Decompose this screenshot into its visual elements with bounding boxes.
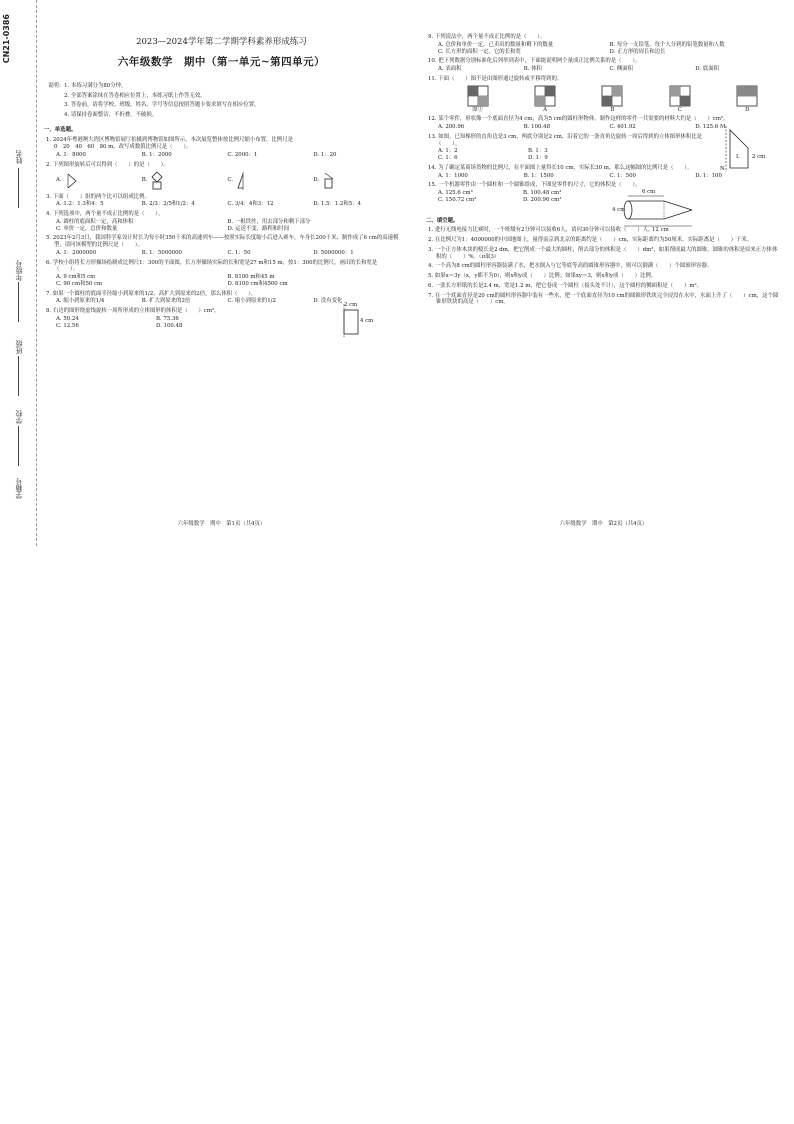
- option[interactable]: B. 体积: [523, 66, 542, 72]
- option[interactable]: B. 1：5000000: [141, 249, 182, 256]
- option[interactable]: A. 1：1000: [438, 172, 468, 179]
- question-5: 5. 2023年2月3日，我国科学家设计时长为每小时350千米的高速列车——按照实际长度缩小后进入赛车，车身长200千米，制作成了6 cm的高速模型，请问该模型的比例尺是（ ）。: [46, 235, 399, 248]
- field-line: [18, 168, 19, 208]
- grid-pattern-icon: [669, 85, 691, 107]
- question-4: 4. 下列选项中，两个量不成正比例的是（ ）。: [46, 211, 164, 217]
- dimension-label: 4 cm: [612, 207, 626, 214]
- option[interactable]: B. 扩大到原来的2倍: [141, 298, 191, 305]
- figure-label: D: [745, 106, 750, 113]
- option[interactable]: C. 侧面积: [609, 66, 634, 72]
- dimension-label: 6 cm: [642, 189, 656, 196]
- question-8-block: [44, 302, 399, 329]
- fill-question: 1. 进行无线电接力比赛时，一个班级有2分钟可以接收6人，请问30分钟可以接收（ ）人。: [428, 227, 654, 234]
- instructions: [44, 83, 399, 119]
- field-id-label: 学籍号: [15, 478, 23, 499]
- question-2: 2. 下列图形旋转后可以得到（ ）的是（ ）。: [46, 161, 169, 168]
- option-label: A.: [56, 177, 62, 184]
- fill-question: 3. 一个正方体木块的棱长是2 dm，把它削成一个最大的圆柱，削去部分的体积是（ ）dm³，如果削成最大的圆锥，圆锥的体积是原来正方体体积的（ ）%。（π取3）: [428, 246, 778, 260]
- option-a-figure[interactable]: [511, 85, 578, 114]
- option[interactable]: B. 1：3: [528, 148, 548, 155]
- option[interactable]: C. 1：50: [227, 249, 251, 256]
- question-15-options: [426, 190, 608, 204]
- option-d-figure[interactable]: [714, 85, 781, 114]
- field-class-label: 班级: [15, 340, 23, 354]
- question-3: 3. 下面（ ）组的两个比可以组成比例。: [46, 193, 150, 200]
- option[interactable]: D. 100.48: [156, 322, 183, 329]
- page-footer-right: 六年级数学 期中 第2页（共4页）: [559, 521, 648, 528]
- option-b-figure[interactable]: [579, 85, 646, 114]
- question-1: 1. 2024年粤港澳大湾区博物馆展厅拍摄到博物馆如图所示，本次展览整体按比例尺缩小布置，比例尺是: [46, 136, 293, 143]
- field-line: [18, 356, 19, 396]
- option[interactable]: B. 1：1500: [523, 172, 554, 179]
- question-9: 9. 下列说法中，两个量不成正比例的是（ ）。: [428, 34, 546, 40]
- option-label: B.: [141, 177, 148, 184]
- option[interactable]: D. 1：9: [528, 155, 548, 161]
- field-grade-label: 年级号: [15, 260, 23, 281]
- exam-subtitle: 六年级数学 期中（第一单元~第四单元）: [117, 55, 326, 68]
- dimension-label: 2 cm: [752, 153, 766, 160]
- rotation-figure-icon: [149, 171, 165, 191]
- page-footer-left: 六年级数学 期中 第1页（共4页）: [177, 521, 266, 528]
- binding-margin: [0, 0, 37, 546]
- instruction-line: 2. 全部答案涂抹在答卷相应位置上，本练习纸上作答无效。: [64, 92, 206, 99]
- option[interactable]: A. 1：8000: [56, 152, 86, 158]
- option[interactable]: B. 1：2000: [141, 152, 172, 158]
- option[interactable]: D. 正方形的周长和边长: [609, 48, 666, 55]
- grid-pattern-icon: [467, 85, 489, 107]
- trapezoid-figure-icon: [718, 124, 768, 174]
- dimension-label: 4 cm: [360, 318, 374, 324]
- document-code: CN21-0386: [2, 14, 11, 64]
- option[interactable]: D. 125.6: [695, 124, 719, 130]
- cylinder-cone-icon: [614, 190, 714, 230]
- option[interactable]: C. 401.92: [609, 124, 636, 130]
- option[interactable]: C. 单价一定，总价和数量: [56, 225, 118, 232]
- instruction-line: 说明：1. 本练习满分为80分钟。: [48, 82, 127, 89]
- option[interactable]: B. 每分一支铅笔，每个人分到的铅笔数量和人数: [609, 41, 725, 48]
- option[interactable]: B. 75.36: [156, 315, 179, 322]
- option[interactable]: C. 3/4：4和3：12: [227, 201, 274, 208]
- grid-pattern-icon: [736, 85, 758, 107]
- option[interactable]: A. 125.6 cm³: [438, 190, 473, 196]
- scale-bar: 0 20 40 60 80 m，改写成数值比例尺是（ ）。: [54, 144, 192, 151]
- fill-question: 2. 在比例尺为1：4000000的中国地图上，量得南京到北京的距离约是（ ）cm，实际距离约为50厘米，实际距离是（ ）千米。: [428, 237, 753, 243]
- rotation-figure-icon: [321, 171, 337, 191]
- option[interactable]: D. 1.5：1.2和5：4: [313, 201, 361, 208]
- grid-pattern-icon: [601, 85, 623, 107]
- question-11-figures: [426, 85, 781, 114]
- option-c-figure[interactable]: [646, 85, 713, 114]
- option[interactable]: D. 1：20: [313, 152, 337, 158]
- option[interactable]: B. 2/3：2/5和1/2：4: [141, 201, 195, 208]
- option[interactable]: D. 5000000：1: [313, 249, 354, 256]
- question-15-figure: [612, 189, 714, 234]
- option[interactable]: A. 圆柱的底面积一定，高和体积: [56, 218, 134, 225]
- instruction-line: 4. 请保持卷面整洁，不折叠，不破损。: [64, 112, 158, 118]
- question-9-options: [426, 42, 781, 56]
- question-2-figures: [44, 171, 399, 191]
- question-7: 7. 如果一个圆柱的底面半径缩小到原来的1/2，高扩大到原来的2倍，那么体积（ ）。: [46, 290, 257, 297]
- option[interactable]: A. 200.96: [438, 124, 465, 130]
- question-8-options: [44, 316, 256, 330]
- figure-label: L: [736, 153, 740, 160]
- question-10: 10. 把下列数据分别标准化后列举到表中，下面能说明两个量成正比例关系的是（ ）。: [428, 58, 641, 65]
- option[interactable]: A. 1.2：1.3和4：5: [56, 201, 104, 208]
- option[interactable]: B. 100.48: [523, 124, 551, 130]
- option-label: C.: [227, 177, 234, 184]
- question-15: 15. 一个机器零件由一个圆柱和一个圆锥组成，下图是零件的尺寸，它的体积是（ ）。: [428, 182, 641, 189]
- rotation-figure-icon: [64, 172, 80, 190]
- field-name-label: 姓名: [15, 150, 23, 164]
- option[interactable]: C. 90 cm和50 cm: [56, 280, 103, 287]
- option-label: D.: [313, 177, 320, 184]
- figure-label: 图①: [472, 106, 484, 113]
- option[interactable]: D. 没有变化: [313, 298, 343, 305]
- section-title: 一、单选题。: [44, 126, 77, 133]
- question-6: 6. 学校小组将长方形操场绘制成比例尺1：300的平面图，长方形操场实际的长和宽是27 m和15 m，按1：300的比例尺，画出的长和宽是（ ）。: [46, 259, 378, 273]
- question-12: 12. 某个零件，形状像一个底面直径为4 cm，高为5 cm的圆柱形物体，制作这样的零件一共需要的材料大约是（ ）cm²。: [428, 116, 729, 123]
- option[interactable]: D. 1：100: [695, 172, 722, 179]
- option[interactable]: D. 8100 cm和4500 cm: [227, 280, 288, 287]
- fill-question: 4. 一个高为8 cm的圆柱形容器装满了水，把水倒入与它等底等高的圆锥形容器中，则可以倒满（ ）个圆锥形容器。: [428, 263, 713, 270]
- option[interactable]: C. 2000：1: [227, 152, 258, 158]
- option-a-figure[interactable]: [56, 171, 142, 191]
- fill-question: 7. 在一个底面直径是20 cm的圆柱形容器中装有一些水，把一个底面直径为10 cm的圆锥形铁块完全浸没在水中，水面上升了（ ）cm，这个圆锥形铁块的高是（ ）cm。: [428, 292, 779, 306]
- option[interactable]: B. 8100 m和45 m: [227, 274, 275, 280]
- exam-title: 2023—2024学年第二学期学科素养形成练习: [136, 37, 307, 47]
- option[interactable]: C. 缩小到原来的1/2: [227, 298, 276, 305]
- question-13-figure: [718, 124, 768, 174]
- fill-question: 6. 一张长方形纸的长是2.4 m，宽是1.2 m，把它卷成一个圆柱（接头处不计），这个圆柱的侧面积是（ ）m²。: [428, 282, 703, 289]
- option-c-figure[interactable]: [228, 171, 314, 191]
- option[interactable]: D. 200.96 cm³: [523, 196, 562, 203]
- reference-figure: [444, 85, 511, 114]
- question-3-options: [44, 201, 399, 208]
- option[interactable]: A. 表面积: [438, 66, 462, 72]
- question-6-options: [44, 274, 399, 288]
- question-4-options: [44, 219, 399, 233]
- option[interactable]: D. 运送不变，路程和时间: [227, 225, 289, 232]
- question-8: 8. 右边的图形绕虚线旋转一周所形成的立体图形的体积是（ ）cm³。: [46, 308, 220, 314]
- question-13-options: [426, 148, 618, 162]
- rotation-figure-icon: [235, 171, 251, 191]
- option[interactable]: A. 缩小到原来的1/4: [56, 298, 105, 305]
- page-left: [44, 0, 399, 546]
- option[interactable]: A. 总价和单价一定，已卖出的数量和剩下的数量: [438, 41, 554, 48]
- figure-label: M: [720, 123, 726, 130]
- page-right: [426, 0, 781, 546]
- option[interactable]: A. 1：2000000: [56, 249, 97, 256]
- question-13: 13. 如图，已知梯形的直角边是3 cm，两底分别是2 cm，沿着它的一条直角边旋转一周后得到的立体图形体积比是（ ）。: [428, 133, 703, 147]
- grid-pattern-icon: [534, 85, 556, 107]
- question-1-options: [44, 152, 399, 159]
- figure-label: N: [720, 165, 725, 172]
- figure-label: B: [610, 106, 615, 113]
- figure-label: C: [677, 106, 682, 113]
- option[interactable]: C. 150.72 cm³: [438, 196, 477, 203]
- fill-question: 5. 如果x＝3y（x，y都不为0），则x和y成（ ）比例；如果xy＝3，则x和y成（ ）比例。: [428, 273, 657, 279]
- option[interactable]: B. 一根铁丝，用去部分和剩下部分: [227, 218, 311, 225]
- exam-sheet: [0, 0, 794, 546]
- option-d-figure[interactable]: [313, 171, 399, 191]
- figure-label: A: [543, 106, 548, 113]
- question-10-options: [426, 66, 781, 73]
- option-b-figure[interactable]: [142, 171, 228, 191]
- option[interactable]: A. 50.24: [56, 315, 79, 322]
- dimension-label: 12 cm: [652, 227, 669, 234]
- option[interactable]: C. 长方形的面积一定，它的长和宽: [438, 48, 521, 55]
- question-14: 14. 为了确定某商场货物的比例尺，在平面图上量得长10 cm，实际长30 m，那么这幅图的比例尺是（ ）。: [428, 164, 693, 171]
- field-school-label: 学校: [15, 410, 23, 424]
- instruction-line: 3. 答卷前，请将学校、班级、姓名、学号等信息按照答题卡要求填写在相应位置。: [64, 102, 260, 109]
- question-8-figure: [340, 302, 380, 338]
- section-title: 二、填空题。: [426, 217, 459, 224]
- option[interactable]: C. 1：500: [609, 172, 636, 179]
- option[interactable]: C. 12.56: [56, 322, 79, 329]
- option[interactable]: A. 9 cm和5 cm: [56, 274, 96, 280]
- dimension-label: 2 cm: [344, 302, 358, 308]
- field-line: [18, 282, 19, 322]
- option[interactable]: D. 底面积: [695, 66, 719, 72]
- question-11: 11. 下面（ ）图不是由图形通过旋转或平移得到的。: [428, 75, 563, 82]
- question-5-options: [44, 250, 399, 257]
- option[interactable]: C. 1：6: [438, 155, 458, 161]
- option[interactable]: B. 100.48 cm³: [523, 190, 562, 196]
- option[interactable]: A. 1：2: [438, 148, 458, 155]
- field-line: [18, 426, 19, 466]
